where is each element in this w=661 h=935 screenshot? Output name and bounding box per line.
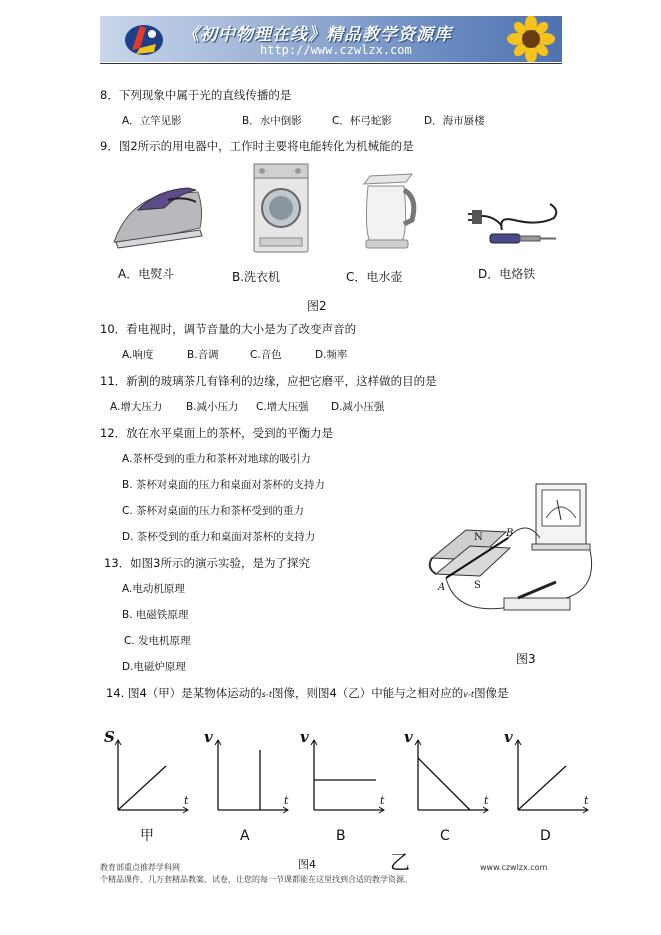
q9-caption-d: D．电烙铁: [478, 267, 536, 281]
question-13-stem: 13．如图3所示的演示实验，是为了探究: [104, 556, 310, 570]
graph-3-x-label: t: [484, 794, 489, 807]
q13-option-b: B. 电磁铁原理: [122, 609, 189, 621]
q8-option-b: B．水中倒影: [242, 115, 302, 127]
footer-line-2: 个精品课件、几万套精品教案、试卷，让您的每一节课都能在这里找到合适的教学资源。: [100, 875, 412, 884]
graph-4-x-label: t: [584, 794, 589, 807]
figure-2-caption: 图2: [307, 299, 327, 313]
graph-0-y-label: S: [104, 728, 115, 746]
graph-3-plot-line: [418, 758, 470, 810]
q10-option-d: D.频率: [315, 349, 348, 361]
graph-0-plot-line: [118, 766, 166, 810]
question-11-stem: 11．新割的玻璃茶几有锋利的边缘，应把它磨平，这样做的目的是: [100, 374, 437, 388]
graph-3-option-label: C: [440, 828, 450, 844]
q13-option-d: D.电磁炉原理: [122, 661, 186, 673]
banner-url[interactable]: http://www.czwlzx.com: [260, 43, 412, 57]
sunflower-icon: [500, 16, 562, 62]
question-12-stem: 12．放在水平桌面上的茶杯，受到的平衡力是: [100, 426, 334, 440]
figure-4-caption: 图4: [298, 858, 316, 871]
banner-title: 《初中物理在线》精品教学资源库: [182, 25, 452, 45]
graph-0-x-label: t: [184, 794, 189, 807]
q12-option-b: B. 茶杯对桌面的压力和桌面对茶杯的支持力: [122, 479, 325, 491]
graph-1-option-label: A: [240, 828, 250, 844]
q10-option-c: C.音色: [250, 349, 282, 361]
graph-4-option-label: D: [540, 828, 551, 844]
label-b: B: [506, 528, 514, 539]
q12-option-c: C. 茶杯对桌面的压力和茶杯受到的重力: [122, 505, 305, 517]
label-n: N: [474, 532, 483, 543]
electric-iron-image: [108, 180, 208, 252]
electric-kettle-image: [356, 168, 420, 250]
washing-machine-image: [252, 162, 310, 254]
q10-option-b: B.音调: [187, 349, 219, 361]
q11-option-a: A.增大压力: [110, 401, 163, 413]
q8-option-a: A．立竿见影: [122, 115, 182, 127]
q11-option-b: B.减小压力: [186, 401, 239, 413]
graph-1-y-label: v: [204, 728, 213, 746]
q12-option-d: D. 茶杯受到的重力和桌面对茶杯的支持力: [122, 531, 316, 543]
graph-2-option-label: B: [336, 828, 346, 844]
site-logo-icon: [122, 20, 166, 58]
q13-option-a: A.电动机原理: [122, 583, 185, 595]
question-9-stem: 9．图2所示的用电器中，工作时主要将电能转化为机械能的是: [100, 139, 414, 153]
q8-option-d: D．海市蜃楼: [424, 115, 485, 127]
q11-option-d: D.减小压强: [331, 401, 385, 413]
graph-2-y-label: v: [300, 728, 309, 746]
q9-caption-a: A．电熨斗: [118, 267, 175, 281]
question-14-stem: 14. 图4（甲）是某物体运动的s-t图像，则图4（乙）中能与之相对应的v-t图像是: [106, 686, 509, 700]
figure-3-caption: 图3: [516, 652, 536, 666]
header-banner: [100, 16, 562, 62]
q12-option-a: A.茶杯受到的重力和茶杯对地球的吸引力: [122, 453, 311, 465]
figure-3-apparatus: [426, 478, 606, 624]
graph-4-y-label: v: [504, 728, 513, 746]
footer-line-1: 教育部重点推荐学科网 www.czwlzx.com: [100, 863, 548, 872]
graph-0-option-label: 甲: [140, 828, 154, 844]
q9-caption-b: B.洗衣机: [232, 270, 281, 284]
question-8-stem: 8．下列现象中属于光的直线传播的是: [100, 88, 292, 102]
graph-3-y-label: v: [404, 728, 413, 746]
graph-1-x-label: t: [284, 794, 289, 807]
q9-caption-c: C．电水壶: [346, 270, 403, 284]
figure-4-group-label: 乙: [390, 850, 410, 874]
header-rule: [100, 63, 562, 64]
graph-2-x-label: t: [380, 794, 385, 807]
label-a: A: [438, 582, 446, 593]
graph-4-plot-line: [518, 766, 566, 810]
q10-option-a: A.响度: [122, 349, 154, 361]
q8-option-c: C．杯弓蛇影: [332, 115, 392, 127]
soldering-iron-image: [468, 200, 562, 256]
label-s: S: [474, 580, 481, 591]
figure-4-graphs: [100, 718, 610, 868]
question-10-stem: 10．看电视时，调节音量的大小是为了改变声音的: [100, 322, 357, 336]
q13-option-c: C. 发电机原理: [124, 635, 191, 647]
q11-option-c: C.增大压强: [256, 401, 309, 413]
